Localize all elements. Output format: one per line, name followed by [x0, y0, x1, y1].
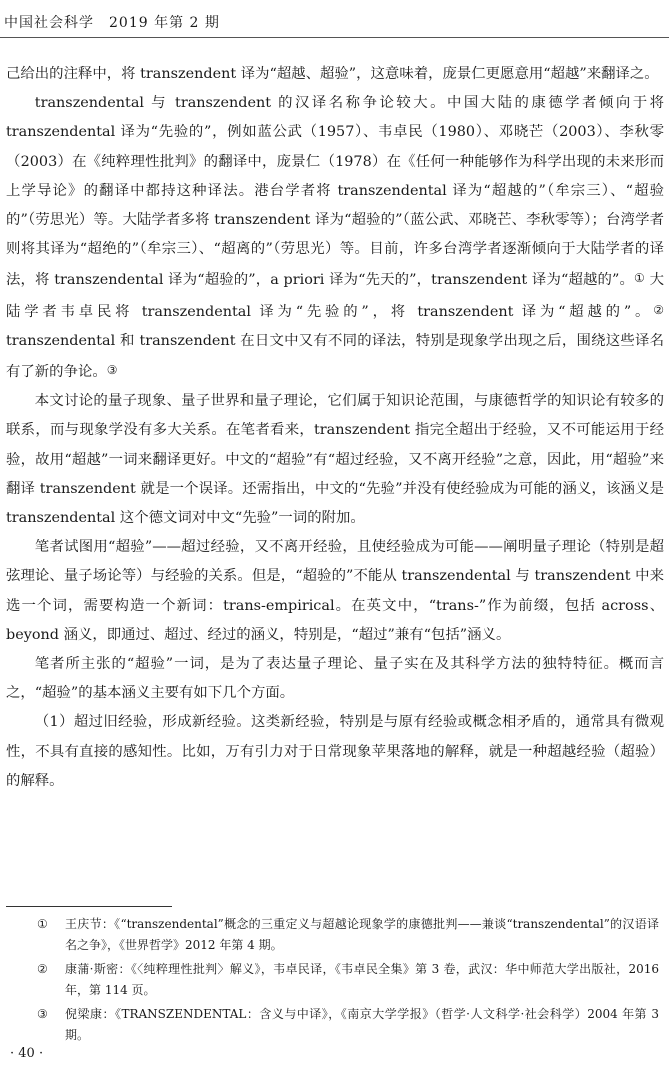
footnote-text: 王庆节：《“transzendental”概念的三重定义与超越论现象学的康德批判——兼谈“transzendental”的汉语译名之争》，《世界哲学》2012 年第 4 期。	[65, 917, 659, 952]
footnote	[37, 1004, 659, 1046]
paragraph-text: 笔者试图用“超验”——超过经验，又不离开经验，且使经验成为可能——阐明量子理论（特别是超弦理论、量子场论等）与经验的关系。但是，“超验的”不能从 transzendental 与 transzendent 中来选一个词，需要构造一个新词：trans-empirical。在英文中，“trans-”作为前缀，包括 across、beyond 涵义，即通过、超过、经过的涵义，特别是，“超过”兼有“包括”涵义。	[6, 539, 664, 643]
running-head: 中国社会科学 2019 年第 2 期	[4, 15, 220, 31]
footnote-marker: ①	[634, 271, 645, 286]
paragraph-text: transzendental 和 transzendent 在日文中又有不同的译法，特别是现象学出现之后，围绕这些译名有了新的争论。	[6, 332, 664, 381]
paragraph	[6, 89, 664, 387]
footnote-number: ①	[37, 917, 48, 931]
footnote-text: 倪梁康：《TRANSZENDENTAL：含义与中译》，《南京大学学报》（哲学·人文科学·社会科学）2004 年第 3 期。	[65, 1007, 659, 1042]
paragraph	[6, 708, 664, 796]
paragraph	[6, 387, 664, 533]
footnotes	[37, 914, 659, 1049]
paragraph-text: 笔者所主张的“超验”一词，是为了表达量子理论、量子实在及其科学方法的独特特征。概而言之，“超验”的基本涵义主要有如下几个方面。	[6, 656, 664, 702]
paragraph-text: 本文讨论的量子现象、量子世界和量子理论，它们属于知识论范围，与康德哲学的知识论有较多的联系，而与现象学没有多大关系。在笔者看来，transzendent 指完全超出于经验，又不可能运用于经验，故用“超越”一词来翻译更好。中文的“超验”有“超过经验，又不离开经验”之意，因此，用“超验”来翻译 transzendent 就是一个误译。还需指出，中文的“先验”并没有使经验成为可能的涵义，该涵义是 transzendental 这个德文词对中文“先验”一词的附加。	[6, 393, 664, 527]
footnote-number: ②	[37, 962, 48, 976]
page-number: · 40 ·	[10, 1046, 44, 1061]
paragraph	[6, 60, 664, 89]
footnote-text: 康蒲·斯密：《〈纯粹理性批判〉解义》，韦卓民译，《韦卓民全集》第 3 卷，武汉：华中师范大学出版社，2016 年，第 114 页。	[65, 962, 659, 997]
footnote-number: ③	[37, 1007, 48, 1021]
header-rule	[0, 37, 669, 38]
paragraph-text: 大陆学者韦卓民将 transzendental 译为“先验的”，将 transzendent 译为“超越的”。	[6, 272, 664, 320]
paragraph-text: （1）超过旧经验，形成新经验。这类新经验，特别是与原有经验或概念相矛盾的，通常具有微观性，不具有直接的感知性。比如，万有引力对于日常现象苹果落地的解释，就是一种超越经验（超验）的解释。	[6, 714, 664, 789]
paragraph-text: transzendental 与 transzendent 的汉译名称争论较大。中国大陆的康德学者倾向于将 transzendental 译为“先验的”，例如蓝公武（1957）、韦卓民（1980）、邓晓芒（2003）、李秋零（2003）在《纯粹理性批判》的翻译中，庞景仁（1978）在《任何一种能够作为科学出现的未来形而上学导论》的翻译中都持这种译法。港台学者将 transzendental 译为“超越的”（牟宗三）、“超验的”（劳思光）等。大陆学者多将 transzendent 译为“超验的”（蓝公武、邓晓芒、李秋零等）；台湾学者则将其译为“超绝的”（牟宗三）、“超离的”（劳思光）等。目前，许多台湾学者逐渐倾向于大陆学者的译法，将 transzendental 译为“超验的”，a priori 译为“先天的”，transzendent 译为“超越的”。	[6, 95, 664, 289]
paragraph-text: 己给出的注释中，将 transzendent 译为“超越、超验”，这意味着，庞景仁更愿意用“超越”来翻译之。	[6, 66, 659, 82]
paragraph	[6, 533, 664, 650]
footnote	[37, 959, 659, 1001]
paragraph	[6, 650, 664, 708]
footnote-marker: ③	[106, 363, 118, 378]
footnote-rule	[6, 906, 172, 907]
footnote	[37, 914, 659, 956]
article-body	[6, 60, 664, 796]
footnote-marker: ②	[653, 302, 664, 317]
